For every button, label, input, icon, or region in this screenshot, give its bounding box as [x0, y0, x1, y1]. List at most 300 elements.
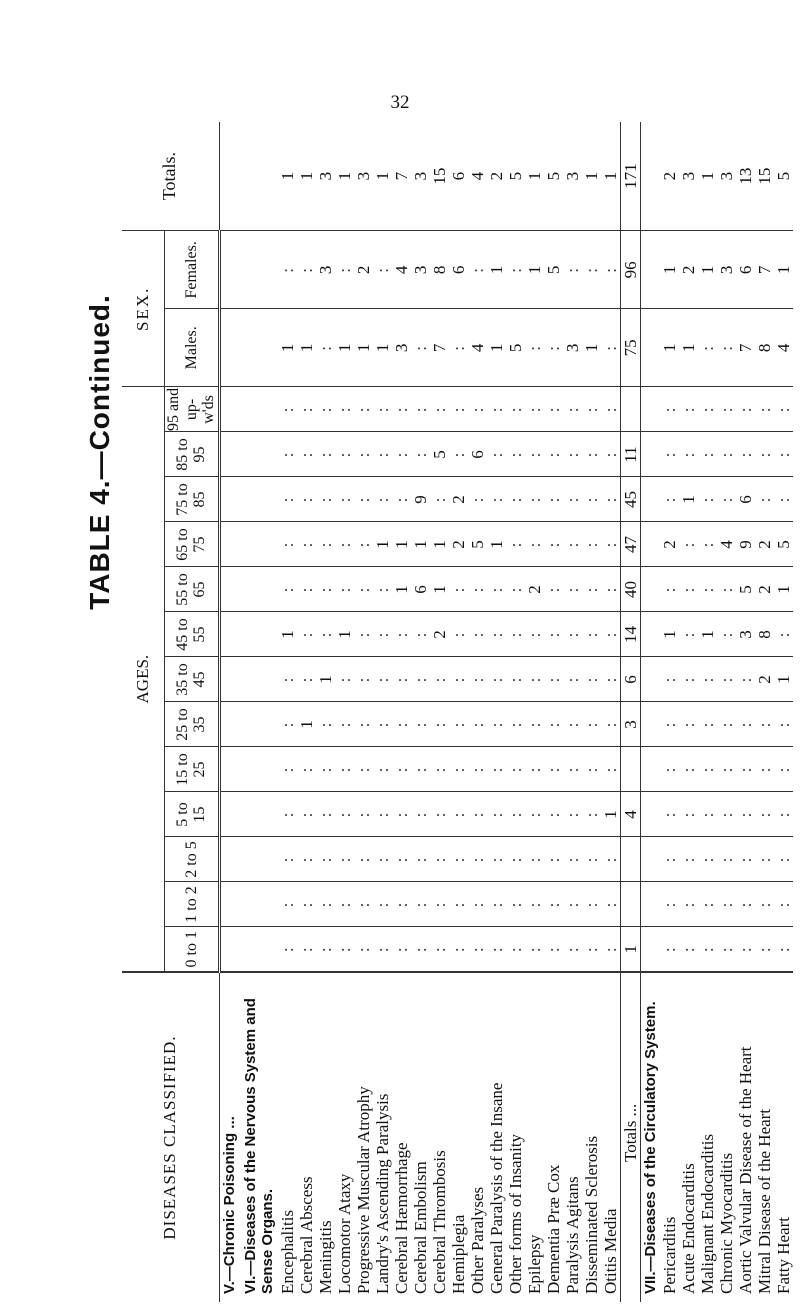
males-cell: : — [601, 309, 621, 387]
age-cell: : — [373, 837, 392, 882]
age-cell: : — [373, 927, 392, 972]
total-cell: 5 — [506, 122, 525, 231]
age-cell: : — [679, 837, 698, 882]
age-cell: : — [449, 387, 468, 432]
age-cell: : — [335, 522, 354, 567]
age-cell: : — [373, 432, 392, 477]
age-cell: : — [736, 747, 755, 792]
males-cell: 1 — [297, 309, 316, 387]
age-cell: : — [373, 657, 392, 702]
age-cell: : — [525, 702, 544, 747]
table-row — [544, 122, 563, 1302]
age-cell: 1 — [698, 612, 717, 657]
disease-name: Encephalitis — [278, 972, 297, 1302]
age-cell: 3 — [620, 702, 640, 747]
age-cell: : — [679, 927, 698, 972]
males-cell: 4 — [774, 309, 793, 387]
disease-name: Pericarditis — [660, 972, 679, 1302]
age-cell: : — [755, 882, 774, 927]
total-cell: 3 — [316, 122, 335, 231]
total-cell: 3 — [563, 122, 582, 231]
males-cell: 1 — [335, 309, 354, 387]
age-cell: : — [468, 612, 487, 657]
disease-name: V.—Chronic Poisoning ... — [219, 972, 240, 1302]
females-cell: 1 — [487, 231, 506, 309]
total-cell: 1 — [601, 122, 621, 231]
age-cell: : — [278, 702, 297, 747]
age-cell: : — [297, 792, 316, 837]
age-cell: : — [679, 882, 698, 927]
age-cell: : — [679, 657, 698, 702]
age-cell: : — [544, 882, 563, 927]
total-cell: 1 — [373, 122, 392, 231]
age-cell: : — [525, 657, 544, 702]
males-cell — [219, 309, 240, 387]
table-row — [449, 122, 468, 1302]
age-cell: : — [430, 387, 449, 432]
age-cell: : — [297, 432, 316, 477]
age-cell: : — [679, 747, 698, 792]
age-cell: : — [601, 882, 621, 927]
total-cell: 1 — [525, 122, 544, 231]
age-cell: : — [563, 792, 582, 837]
age-cell: : — [411, 747, 430, 792]
age-cell: 2 — [449, 477, 468, 522]
age-cell — [620, 747, 640, 792]
age-cell: 5 — [736, 567, 755, 612]
age-cell: : — [582, 702, 601, 747]
age-cell: : — [487, 567, 506, 612]
age-cell: : — [278, 522, 297, 567]
age-band-header: 2 to 5 — [165, 837, 220, 882]
age-cell — [219, 792, 240, 837]
males-cell: 3 — [563, 309, 582, 387]
table-row — [468, 122, 487, 1302]
age-cell — [219, 477, 240, 522]
disease-name: Epilepsy — [525, 972, 544, 1302]
females-cell: 3 — [411, 231, 430, 309]
age-cell: 5 — [430, 432, 449, 477]
age-cell: : — [698, 927, 717, 972]
age-cell: : — [468, 657, 487, 702]
table-row — [660, 122, 679, 1302]
age-cell — [640, 882, 660, 927]
age-cell: 2 — [755, 567, 774, 612]
age-cell: : — [698, 567, 717, 612]
age-band-header: 85 to 95 — [165, 432, 220, 477]
age-band-header: 95 and up-w'ds — [165, 387, 220, 432]
females-cell: : — [563, 231, 582, 309]
disease-name: Malignant Endocarditis — [698, 972, 717, 1302]
age-cell: : — [335, 837, 354, 882]
age-cell: : — [487, 477, 506, 522]
table-row — [411, 122, 430, 1302]
age-cell: : — [354, 522, 373, 567]
total-cell: 1 — [278, 122, 297, 231]
age-cell — [240, 612, 278, 657]
age-cell: : — [430, 882, 449, 927]
females-cell: 96 — [620, 231, 640, 309]
females-cell: : — [278, 231, 297, 309]
age-cell: : — [755, 702, 774, 747]
age-cell — [240, 432, 278, 477]
age-cell: : — [468, 477, 487, 522]
age-cell: : — [392, 702, 411, 747]
age-cell: : — [468, 792, 487, 837]
age-cell — [620, 387, 640, 432]
age-cell: 4 — [717, 522, 736, 567]
age-cell: : — [373, 747, 392, 792]
age-cell: 9 — [736, 522, 755, 567]
age-cell: : — [392, 612, 411, 657]
age-cell — [219, 567, 240, 612]
age-cell: : — [563, 702, 582, 747]
section-row — [219, 122, 240, 1302]
age-cell: : — [601, 657, 621, 702]
females-cell: : — [373, 231, 392, 309]
age-cell — [219, 657, 240, 702]
age-cell: : — [544, 522, 563, 567]
disease-name: Dementia Præ Cox — [544, 972, 563, 1302]
age-cell: : — [392, 837, 411, 882]
age-cell: : — [698, 747, 717, 792]
age-cell: : — [544, 927, 563, 972]
disease-name: Otitis Media — [601, 972, 621, 1302]
age-cell — [640, 522, 660, 567]
age-cell: : — [544, 702, 563, 747]
females-cell: 6 — [736, 231, 755, 309]
age-cell: : — [698, 702, 717, 747]
age-cell — [240, 792, 278, 837]
age-cell: : — [698, 657, 717, 702]
age-cell: : — [582, 747, 601, 792]
males-cell — [240, 309, 278, 387]
table-row — [430, 122, 449, 1302]
age-cell: : — [582, 432, 601, 477]
age-cell: : — [679, 792, 698, 837]
age-cell — [640, 702, 660, 747]
age-cell: 1 — [679, 477, 698, 522]
males-cell: 7 — [736, 309, 755, 387]
age-cell: : — [525, 612, 544, 657]
females-cell: 2 — [679, 231, 698, 309]
males-cell: : — [525, 309, 544, 387]
age-cell: : — [774, 477, 793, 522]
disease-name: Chronic Myocarditis — [717, 972, 736, 1302]
age-cell: : — [660, 567, 679, 612]
age-cell: : — [392, 657, 411, 702]
age-cell: : — [563, 927, 582, 972]
age-cell: : — [582, 792, 601, 837]
age-cell: : — [525, 882, 544, 927]
age-cell: : — [717, 612, 736, 657]
age-cell: : — [468, 927, 487, 972]
age-cell: : — [660, 432, 679, 477]
age-cell: : — [449, 432, 468, 477]
age-cell: : — [679, 387, 698, 432]
age-cell: : — [487, 612, 506, 657]
females-cell — [219, 231, 240, 309]
age-cell: : — [755, 387, 774, 432]
age-cell: : — [354, 657, 373, 702]
males-cell: 1 — [679, 309, 698, 387]
age-cell: 6 — [411, 567, 430, 612]
age-cell: : — [736, 432, 755, 477]
age-cell: : — [392, 882, 411, 927]
females-cell: 1 — [525, 231, 544, 309]
section-row — [640, 122, 660, 1302]
table-row — [354, 122, 373, 1302]
age-cell: : — [335, 432, 354, 477]
age-cell: : — [660, 927, 679, 972]
age-cell — [640, 612, 660, 657]
age-cell: 45 — [620, 477, 640, 522]
age-cell — [640, 837, 660, 882]
age-cell: : — [373, 567, 392, 612]
mortality-table-sheet — [122, 122, 793, 1302]
age-cell: : — [335, 387, 354, 432]
age-cell — [219, 432, 240, 477]
age-cell: 6 — [620, 657, 640, 702]
age-cell: : — [717, 927, 736, 972]
age-cell: : — [468, 387, 487, 432]
age-cell: : — [582, 927, 601, 972]
disease-name: Fatty Heart — [774, 972, 793, 1302]
males-cell: 1 — [487, 309, 506, 387]
females-cell: : — [601, 231, 621, 309]
age-band-header: 65 to 75 — [165, 522, 220, 567]
females-cell — [640, 231, 660, 309]
age-cell: 1 — [392, 567, 411, 612]
total-cell: 4 — [468, 122, 487, 231]
age-cell: : — [278, 657, 297, 702]
section-row — [240, 122, 278, 1302]
age-cell: : — [563, 612, 582, 657]
age-cell: : — [316, 612, 335, 657]
disease-name: Locomotor Ataxy — [335, 972, 354, 1302]
age-cell: : — [297, 477, 316, 522]
age-cell: : — [774, 792, 793, 837]
table-title: TABLE 4.—Continued. — [84, 294, 115, 610]
age-cell: : — [506, 927, 525, 972]
age-cell: : — [468, 702, 487, 747]
disease-name: Paralysis Agitans — [563, 972, 582, 1302]
age-cell: : — [449, 747, 468, 792]
females-cell: 1 — [660, 231, 679, 309]
age-cell: : — [506, 792, 525, 837]
age-cell: : — [297, 567, 316, 612]
age-cell: : — [582, 522, 601, 567]
age-cell: : — [316, 927, 335, 972]
age-cell: : — [544, 747, 563, 792]
age-cell — [640, 747, 660, 792]
age-cell: 9 — [411, 477, 430, 522]
disease-name: Aortic Valvular Disease of the Heart — [736, 972, 755, 1302]
age-cell — [640, 792, 660, 837]
age-cell: 1 — [774, 657, 793, 702]
total-cell: 2 — [487, 122, 506, 231]
age-cell: : — [392, 477, 411, 522]
age-cell: : — [755, 477, 774, 522]
age-cell: : — [679, 612, 698, 657]
females-cell: 1 — [774, 231, 793, 309]
age-cell: : — [563, 477, 582, 522]
age-cell: 6 — [468, 432, 487, 477]
age-cell: : — [297, 927, 316, 972]
table-row — [563, 122, 582, 1302]
age-cell: : — [487, 432, 506, 477]
age-cell — [640, 567, 660, 612]
age-cell: : — [468, 882, 487, 927]
total-cell: 1 — [335, 122, 354, 231]
females-cell: : — [335, 231, 354, 309]
females-cell: 7 — [755, 231, 774, 309]
age-cell: : — [660, 837, 679, 882]
age-cell — [219, 747, 240, 792]
age-cell: : — [525, 387, 544, 432]
males-cell: : — [544, 309, 563, 387]
age-band-header: 25 to 35 — [165, 702, 220, 747]
age-cell: : — [774, 927, 793, 972]
age-cell: 1 — [487, 522, 506, 567]
age-cell: : — [717, 837, 736, 882]
age-cell: : — [278, 747, 297, 792]
table-row — [736, 122, 755, 1302]
age-band-header: 55 to 65 — [165, 567, 220, 612]
age-cell: 2 — [525, 567, 544, 612]
females-cell: 3 — [717, 231, 736, 309]
males-cell: 5 — [506, 309, 525, 387]
males-header: Males. — [165, 309, 220, 387]
age-cell: : — [601, 612, 621, 657]
males-cell: : — [698, 309, 717, 387]
age-cell: : — [601, 432, 621, 477]
age-cell: : — [506, 522, 525, 567]
age-cell: : — [660, 882, 679, 927]
age-cell: : — [717, 477, 736, 522]
age-cell: : — [316, 837, 335, 882]
total-cell: 3 — [411, 122, 430, 231]
age-cell — [620, 837, 640, 882]
age-cell: : — [487, 657, 506, 702]
males-cell — [640, 309, 660, 387]
age-cell: : — [717, 747, 736, 792]
total-cell: 13 — [736, 122, 755, 231]
age-cell — [620, 882, 640, 927]
age-cell — [240, 927, 278, 972]
age-cell: : — [736, 702, 755, 747]
age-cell: 2 — [449, 522, 468, 567]
age-cell — [219, 387, 240, 432]
females-cell: 1 — [698, 231, 717, 309]
disease-name: Mitral Disease of the Heart — [755, 972, 774, 1302]
age-cell: : — [544, 792, 563, 837]
age-cell: : — [278, 927, 297, 972]
age-cell: : — [755, 927, 774, 972]
age-cell: : — [335, 747, 354, 792]
disease-name: Landry's Ascending Paralysis — [373, 972, 392, 1302]
age-cell: : — [297, 657, 316, 702]
age-cell: : — [755, 432, 774, 477]
total-cell — [219, 122, 240, 231]
table-row — [297, 122, 316, 1302]
age-cell: : — [601, 567, 621, 612]
age-cell: : — [411, 927, 430, 972]
table-row — [755, 122, 774, 1302]
total-cell — [640, 122, 660, 231]
age-cell: : — [698, 477, 717, 522]
age-cell: : — [449, 927, 468, 972]
age-cell: : — [563, 432, 582, 477]
age-cell: : — [373, 792, 392, 837]
age-cell: : — [774, 432, 793, 477]
males-cell: 1 — [582, 309, 601, 387]
age-cell: : — [563, 747, 582, 792]
age-cell: : — [755, 747, 774, 792]
table-row — [392, 122, 411, 1302]
total-cell: 5 — [544, 122, 563, 231]
age-cell: : — [717, 432, 736, 477]
males-cell: 3 — [392, 309, 411, 387]
disease-name: Acute Endocarditis — [679, 972, 698, 1302]
age-cell: : — [449, 792, 468, 837]
age-cell: : — [717, 792, 736, 837]
table-row — [582, 122, 601, 1302]
age-cell: : — [660, 792, 679, 837]
males-cell: 1 — [278, 309, 297, 387]
age-cell: : — [316, 882, 335, 927]
males-cell: 75 — [620, 309, 640, 387]
age-cell: : — [468, 567, 487, 612]
age-cell: : — [449, 612, 468, 657]
age-cell: : — [373, 612, 392, 657]
females-cell: 3 — [316, 231, 335, 309]
total-cell: 1 — [582, 122, 601, 231]
age-cell: : — [679, 522, 698, 567]
age-cell: : — [601, 387, 621, 432]
age-cell: : — [354, 882, 373, 927]
males-cell: 8 — [755, 309, 774, 387]
age-cell: 1 — [411, 522, 430, 567]
age-cell: : — [335, 792, 354, 837]
males-cell: : — [316, 309, 335, 387]
age-cell: : — [698, 432, 717, 477]
age-cell: 5 — [468, 522, 487, 567]
age-cell: : — [278, 432, 297, 477]
age-cell — [240, 747, 278, 792]
age-cell: : — [601, 837, 621, 882]
table-row — [335, 122, 354, 1302]
age-cell: : — [373, 387, 392, 432]
total-cell: 171 — [620, 122, 640, 231]
age-cell: : — [506, 567, 525, 612]
males-cell: 1 — [373, 309, 392, 387]
age-cell: : — [717, 567, 736, 612]
age-cell: : — [717, 657, 736, 702]
age-cell: : — [354, 432, 373, 477]
age-cell — [219, 612, 240, 657]
disease-name: Other Paralyses — [468, 972, 487, 1302]
age-cell: : — [297, 882, 316, 927]
age-cell: 47 — [620, 522, 640, 567]
age-cell: : — [525, 792, 544, 837]
disease-name: General Paralysis of the Insane — [487, 972, 506, 1302]
mortality-table — [122, 122, 793, 1302]
age-cell — [219, 837, 240, 882]
age-cell: : — [582, 882, 601, 927]
age-cell: : — [335, 567, 354, 612]
age-cell: : — [601, 927, 621, 972]
